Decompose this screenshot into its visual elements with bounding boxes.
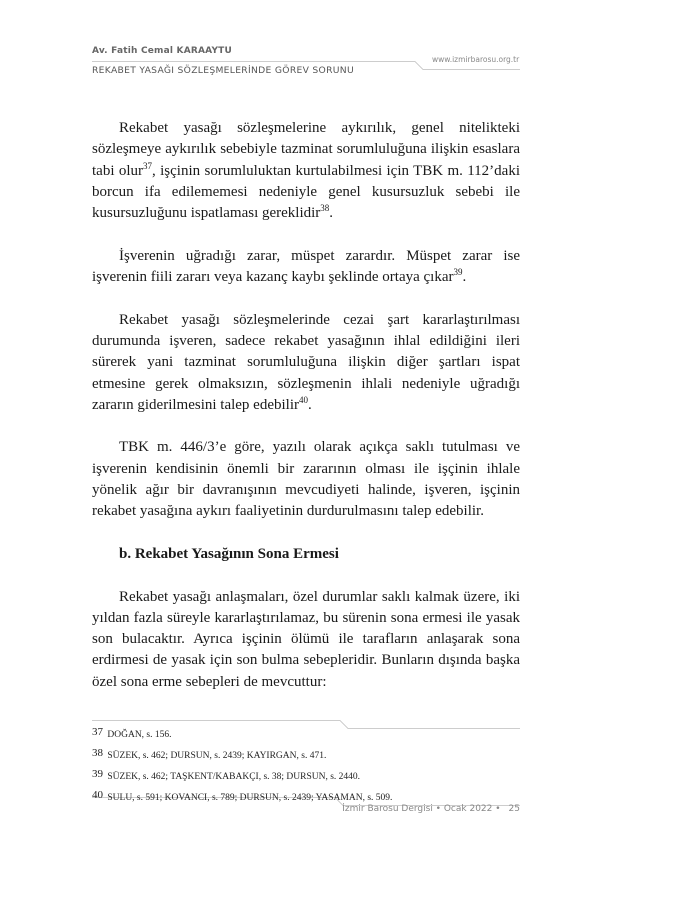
footnote-text: SULU, s. 591; KOVANCI, s. 789; DURSUN, s. 2439; YASAMAN, s. 509.	[107, 793, 393, 803]
body-text	[92, 118, 520, 693]
paragraph: TBK m. 446/3’e göre, yazılı olarak açıkça saklı tutulması ve işverenin kendisinin önemli bir zararının olması ile işçinin ihlale yönelik ağır bir davranışının mevcudiyeti halinde, işveren, işçinin rekabet yasağına aykırı faaliyetinin durdurulmasını talep edebilir.	[92, 439, 520, 520]
paragraph-text: .	[462, 269, 467, 286]
paragraph-text: Rekabet yasağı sözleşmelerine aykırılık, genel nitelikteki sözleşmeye aykırılık sebebiyle tazminat sorumluluğuna ilişkin esaslara tabi olur	[92, 120, 520, 179]
paragraph	[92, 310, 520, 416]
page-number: 25	[508, 804, 520, 814]
header-article-title: REKABET YASAĞI SÖZLEŞMELERİNDE GÖREV SORUNU	[92, 65, 354, 76]
footnote-ref[interactable]: 38	[320, 203, 330, 214]
footnote-number: 37	[92, 726, 103, 738]
header-rule	[0, 0, 700, 100]
footnotes	[92, 728, 522, 812]
footnote-number: 39	[92, 768, 103, 780]
footnote-text: SÜZEK, s. 462; TAŞKENT/KABAKÇI, s. 38; DURSUN, s. 2440.	[107, 772, 361, 782]
footnote	[92, 749, 522, 770]
header-author: Av. Fatih Cemal KARAAYTU	[92, 46, 233, 56]
footnote-number: 38	[92, 747, 103, 759]
section-heading: b. Rekabet Yasağının Sona Ermesi	[119, 545, 339, 562]
footnote-text: DOĞAN, s. 156.	[107, 730, 172, 740]
paragraph-text: Rekabet yasağı sözleşmelerinde cezai şart kararlaştırılması durumunda işveren, sadece rekabet yasağının ihlal edildiğini ileri sürerek yani tazminat sorumluluğuna ilişkin diğer şartları ispat etmesine gerek olmaksızın, sözleşmenin ihlali nedeniyle uğradığı zararın giderilmesini talep edebilir	[92, 311, 520, 413]
paragraph	[92, 246, 520, 289]
footnote	[92, 728, 522, 749]
footnote-ref[interactable]: 37	[143, 160, 153, 171]
paragraph	[92, 118, 520, 224]
footnote	[92, 770, 522, 791]
footnote-ref[interactable]: 40	[299, 394, 308, 405]
page-footer	[340, 804, 520, 814]
paragraph: Rekabet yasağı anlaşmaları, özel durumlar saklı kalmak üzere, iki yıldan fazla süreyle kararlaştırılamaz, bu sürenin sona ermesi ile yasak son bulacaktır. Ayrıca işçinin ölümü ile tarafların anlaşarak sona erdirmesi de yasak için son bulma sebepleridir. Bunların dışında başka özel sona erme sebepleri de mevcuttur:	[92, 588, 520, 690]
header-url: www.izmirbarosu.org.tr	[432, 55, 520, 64]
paragraph-text: .	[308, 396, 312, 413]
footnote-text: SÜZEK, s. 462; DURSUN, s. 2439; KAYIRGAN, s. 471.	[107, 751, 327, 761]
footer-journal: İzmir Barosu Dergisi • Ocak 2022 •	[342, 804, 501, 814]
footnote-number: 40	[92, 789, 103, 801]
paragraph-text: İşverenin uğradığı zarar, müspet zarardır. Müspet zarar ise işverenin fiili zararı veya kazanç kaybı şeklinde ortaya çıkar	[92, 247, 520, 286]
footnote-ref[interactable]: 39	[453, 267, 463, 278]
paragraph-text: , işçinin sorumluluktan kurtulabilmesi için TBK m. 112’daki borcun ifa edilememesi nedeniyle genel kusursuzluk sebebi ile kusursuzluğunu ispatlaması gereklidir	[92, 162, 520, 222]
paragraph-text: .	[329, 205, 334, 222]
